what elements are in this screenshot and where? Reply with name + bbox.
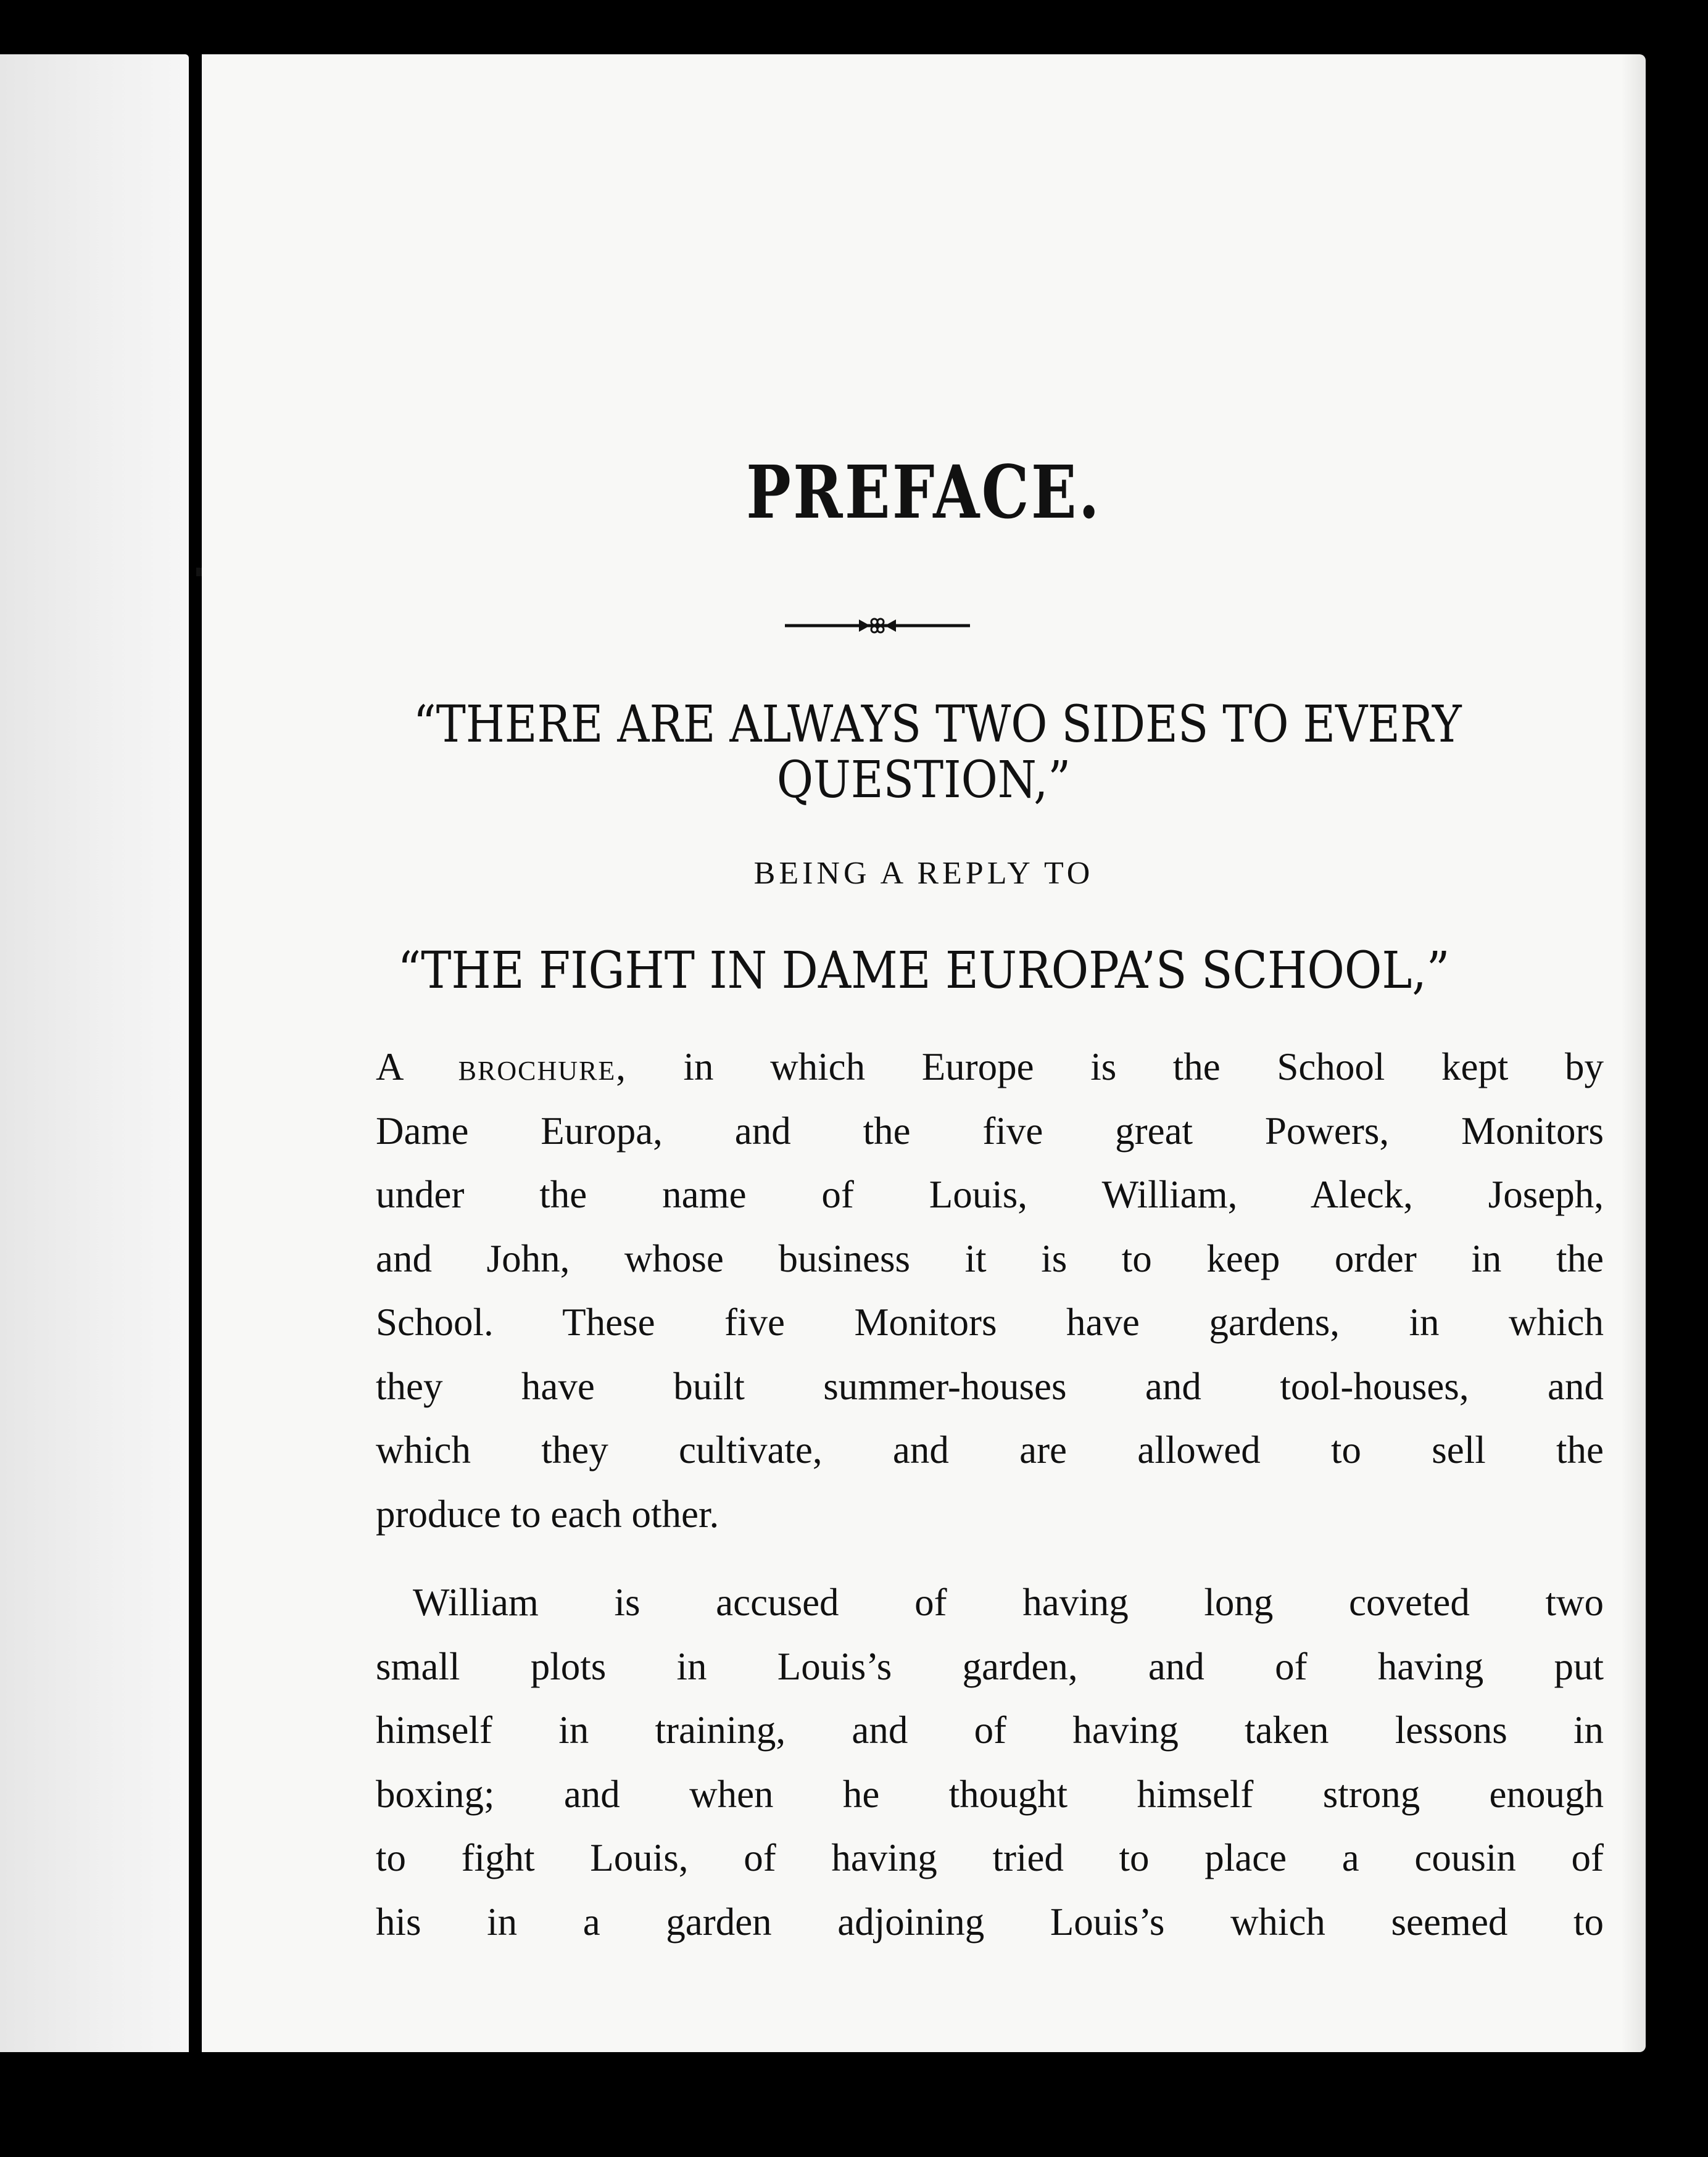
page-title: PREFACE. — [746, 449, 1101, 535]
lead-smallcaps: brochure, — [458, 1045, 627, 1088]
paragraph-2-line: small plots in Louis’s garden, and of having put — [376, 1644, 1604, 1688]
paragraph-2-line: boxing; and when he thought himself strong enough — [376, 1772, 1604, 1816]
paragraph-2 — [376, 1571, 1604, 1954]
paragraph-1-line — [376, 1035, 1604, 1099]
subtitle-line-1: “THERE ARE ALWAYS TWO SIDES TO EVERY — [413, 695, 1462, 754]
fight-title: “THE FIGHT IN DAME EUROPA’S SCHOOL,” — [397, 942, 1450, 1000]
paragraph-1-line: and John, whose business it is to keep order in the — [376, 1236, 1604, 1280]
reply-line: BEING A REPLY TO — [753, 856, 1094, 891]
paragraph-1 — [376, 1035, 1604, 1546]
ornament-divider-icon — [785, 615, 970, 637]
paragraph-2-line: his in a garden adjoining Louis’s which seemed to — [376, 1900, 1604, 1944]
paragraph-1-line: under the name of Louis, William, Aleck, Joseph, — [376, 1173, 1604, 1216]
paragraph-1-line: School. These five Monitors have gardens, in which — [376, 1301, 1604, 1344]
book-page — [202, 54, 1646, 2052]
paragraph-1-line: they have built summer-houses and tool-houses, and — [376, 1364, 1604, 1408]
facing-page-edge — [0, 54, 189, 2052]
lead-word: A — [376, 1045, 402, 1088]
paragraph-1-line-text: in which Europe is the School kept by — [626, 1045, 1604, 1088]
paragraph-1-line: which they cultivate, and are allowed to sell the — [376, 1428, 1604, 1472]
paragraph-2-line: himself in training, and of having taken lessons in — [376, 1708, 1604, 1752]
paragraph-1-line: Dame Europa, and the five great Powers, Monitors — [376, 1109, 1604, 1153]
paragraph-1-line: produce to each other. — [376, 1492, 719, 1536]
paragraph-2-line: to fight Louis, of having tried to place a cousin of — [376, 1836, 1604, 1879]
paragraph-2-line: William is accused of having long coveted two — [413, 1581, 1604, 1624]
page-shadow — [1621, 54, 1646, 2052]
subtitle-line-2: QUESTION,” — [776, 751, 1071, 809]
